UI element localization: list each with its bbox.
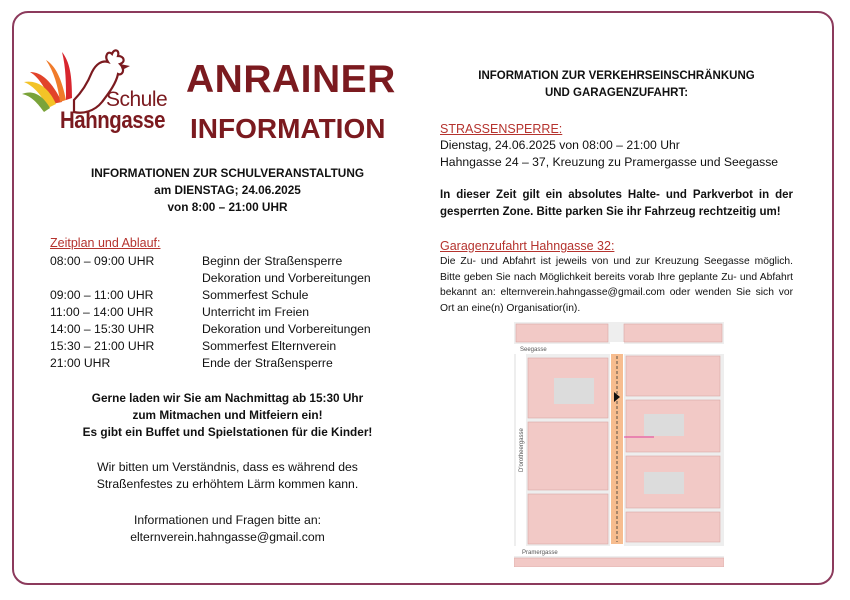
- parking-warning: In dieser Zeit gilt ein absolutes Halte- und Parkverbot in der gesperrten Zone. Bitte parken Sie ihr Fahrzeug rechtzeitig um!: [440, 189, 793, 218]
- event-title: [50, 165, 405, 216]
- schedule-row: [50, 338, 410, 355]
- logo-school-text: Schule: [106, 88, 168, 111]
- map-label-pramergasse: Pramergasse: [522, 550, 558, 556]
- schedule-activity: Ende der Straßensperre: [202, 356, 333, 370]
- schedule-time: 14:00 – 15:30 UHR: [50, 322, 155, 336]
- invite-line2: zum Mitmachen und Mitfeiern ein!: [132, 408, 323, 422]
- schedule-activity: Sommerfest Elternverein: [202, 339, 337, 353]
- headline-information: INFORMATION: [190, 113, 386, 144]
- closure-text: [440, 137, 793, 171]
- schedule-row: [50, 355, 410, 372]
- schedule-row: [50, 270, 410, 287]
- schedule-time: 15:30 – 21:00 UHR: [50, 339, 155, 353]
- apology-line1: Wir bitten um Verständnis, dass es während des: [97, 460, 358, 474]
- contact-label: Informationen und Fragen bitte an:: [134, 513, 321, 527]
- apology-text: [50, 459, 405, 493]
- schedule-time: 21:00 UHR: [50, 356, 111, 370]
- closure-heading: STRASSENSPERRE:: [440, 122, 563, 136]
- street-map: [514, 322, 724, 567]
- invite-text: [50, 390, 405, 441]
- schedule-row: [50, 287, 410, 304]
- schedule-activity: Sommerfest Schule: [202, 288, 309, 302]
- map-label-seegasse: Seegasse: [520, 347, 547, 353]
- schedule-activity: Beginn der Straßensperre: [202, 254, 343, 268]
- headline-anrainer: ANRAINER: [186, 58, 396, 101]
- closure-location: Hahngasse 24 – 37, Kreuzung zu Pramergasse und Seegasse: [440, 155, 779, 169]
- traffic-title-line1: INFORMATION ZUR VERKEHRSEINSCHRÄNKUNG: [478, 70, 755, 82]
- schedule-row: [50, 253, 410, 270]
- garage-text: Die Zu- und Abfahrt ist jeweils von und zur Kreuzung Seegasse möglich. Bitte geben Sie nach Möglichkeit bereits vorab Ihre geplante Zu- und Abfahrt bekannt an: elternverein.hahngasse@gmail.com oder wenden Sie sich vor Ort an eine(n) Organisatior(in).: [440, 256, 793, 314]
- garage-heading: Garagenzufahrt Hahngasse 32:: [440, 239, 615, 253]
- logo-name-text: Hahngasse: [60, 107, 166, 134]
- traffic-title-line2: UND GARAGENZUFAHRT:: [544, 87, 689, 99]
- invite-line3: Es gibt ein Buffet und Spielstationen für die Kinder!: [82, 425, 373, 439]
- schedule-table: [50, 253, 410, 372]
- schedule-activity: Dekoration und Vorbereitungen: [202, 271, 371, 285]
- invite-line1: Gerne laden wir Sie am Nachmittag ab 15:30 Uhr: [91, 391, 364, 405]
- schedule-heading: Zeitplan und Ablauf:: [50, 236, 161, 250]
- event-title-line1: INFORMATIONEN ZUR SCHULVERANSTALTUNG: [90, 166, 365, 180]
- apology-line2: Straßenfestes zu erhöhtem Lärm kommen kann.: [96, 477, 359, 491]
- schedule-activity: Dekoration und Vorbereitungen: [202, 322, 371, 336]
- contact-block: [50, 512, 405, 546]
- schedule-row: [50, 304, 410, 321]
- schedule-row: [50, 321, 410, 338]
- schedule-time: 08:00 – 09:00 UHR: [50, 254, 155, 268]
- map-label-dorotheergasse: D'orotheergasse: [519, 428, 525, 472]
- contact-email[interactable]: elternverein.hahngasse@gmail.com: [130, 530, 325, 544]
- schedule-time: 09:00 – 11:00 UHR: [50, 288, 154, 302]
- schedule-time: 11:00 – 14:00 UHR: [50, 305, 154, 319]
- schedule-time: [50, 270, 202, 287]
- event-title-line2: am DIENSTAG; 24.06.2025: [154, 183, 301, 197]
- traffic-title: [440, 68, 793, 102]
- closure-date: Dienstag, 24.06.2025 von 08:00 – 21:00 Uhr: [440, 138, 680, 152]
- event-title-line3: von 8:00 – 21:00 UHR: [167, 200, 288, 214]
- schedule-activity: Unterricht im Freien: [202, 305, 310, 319]
